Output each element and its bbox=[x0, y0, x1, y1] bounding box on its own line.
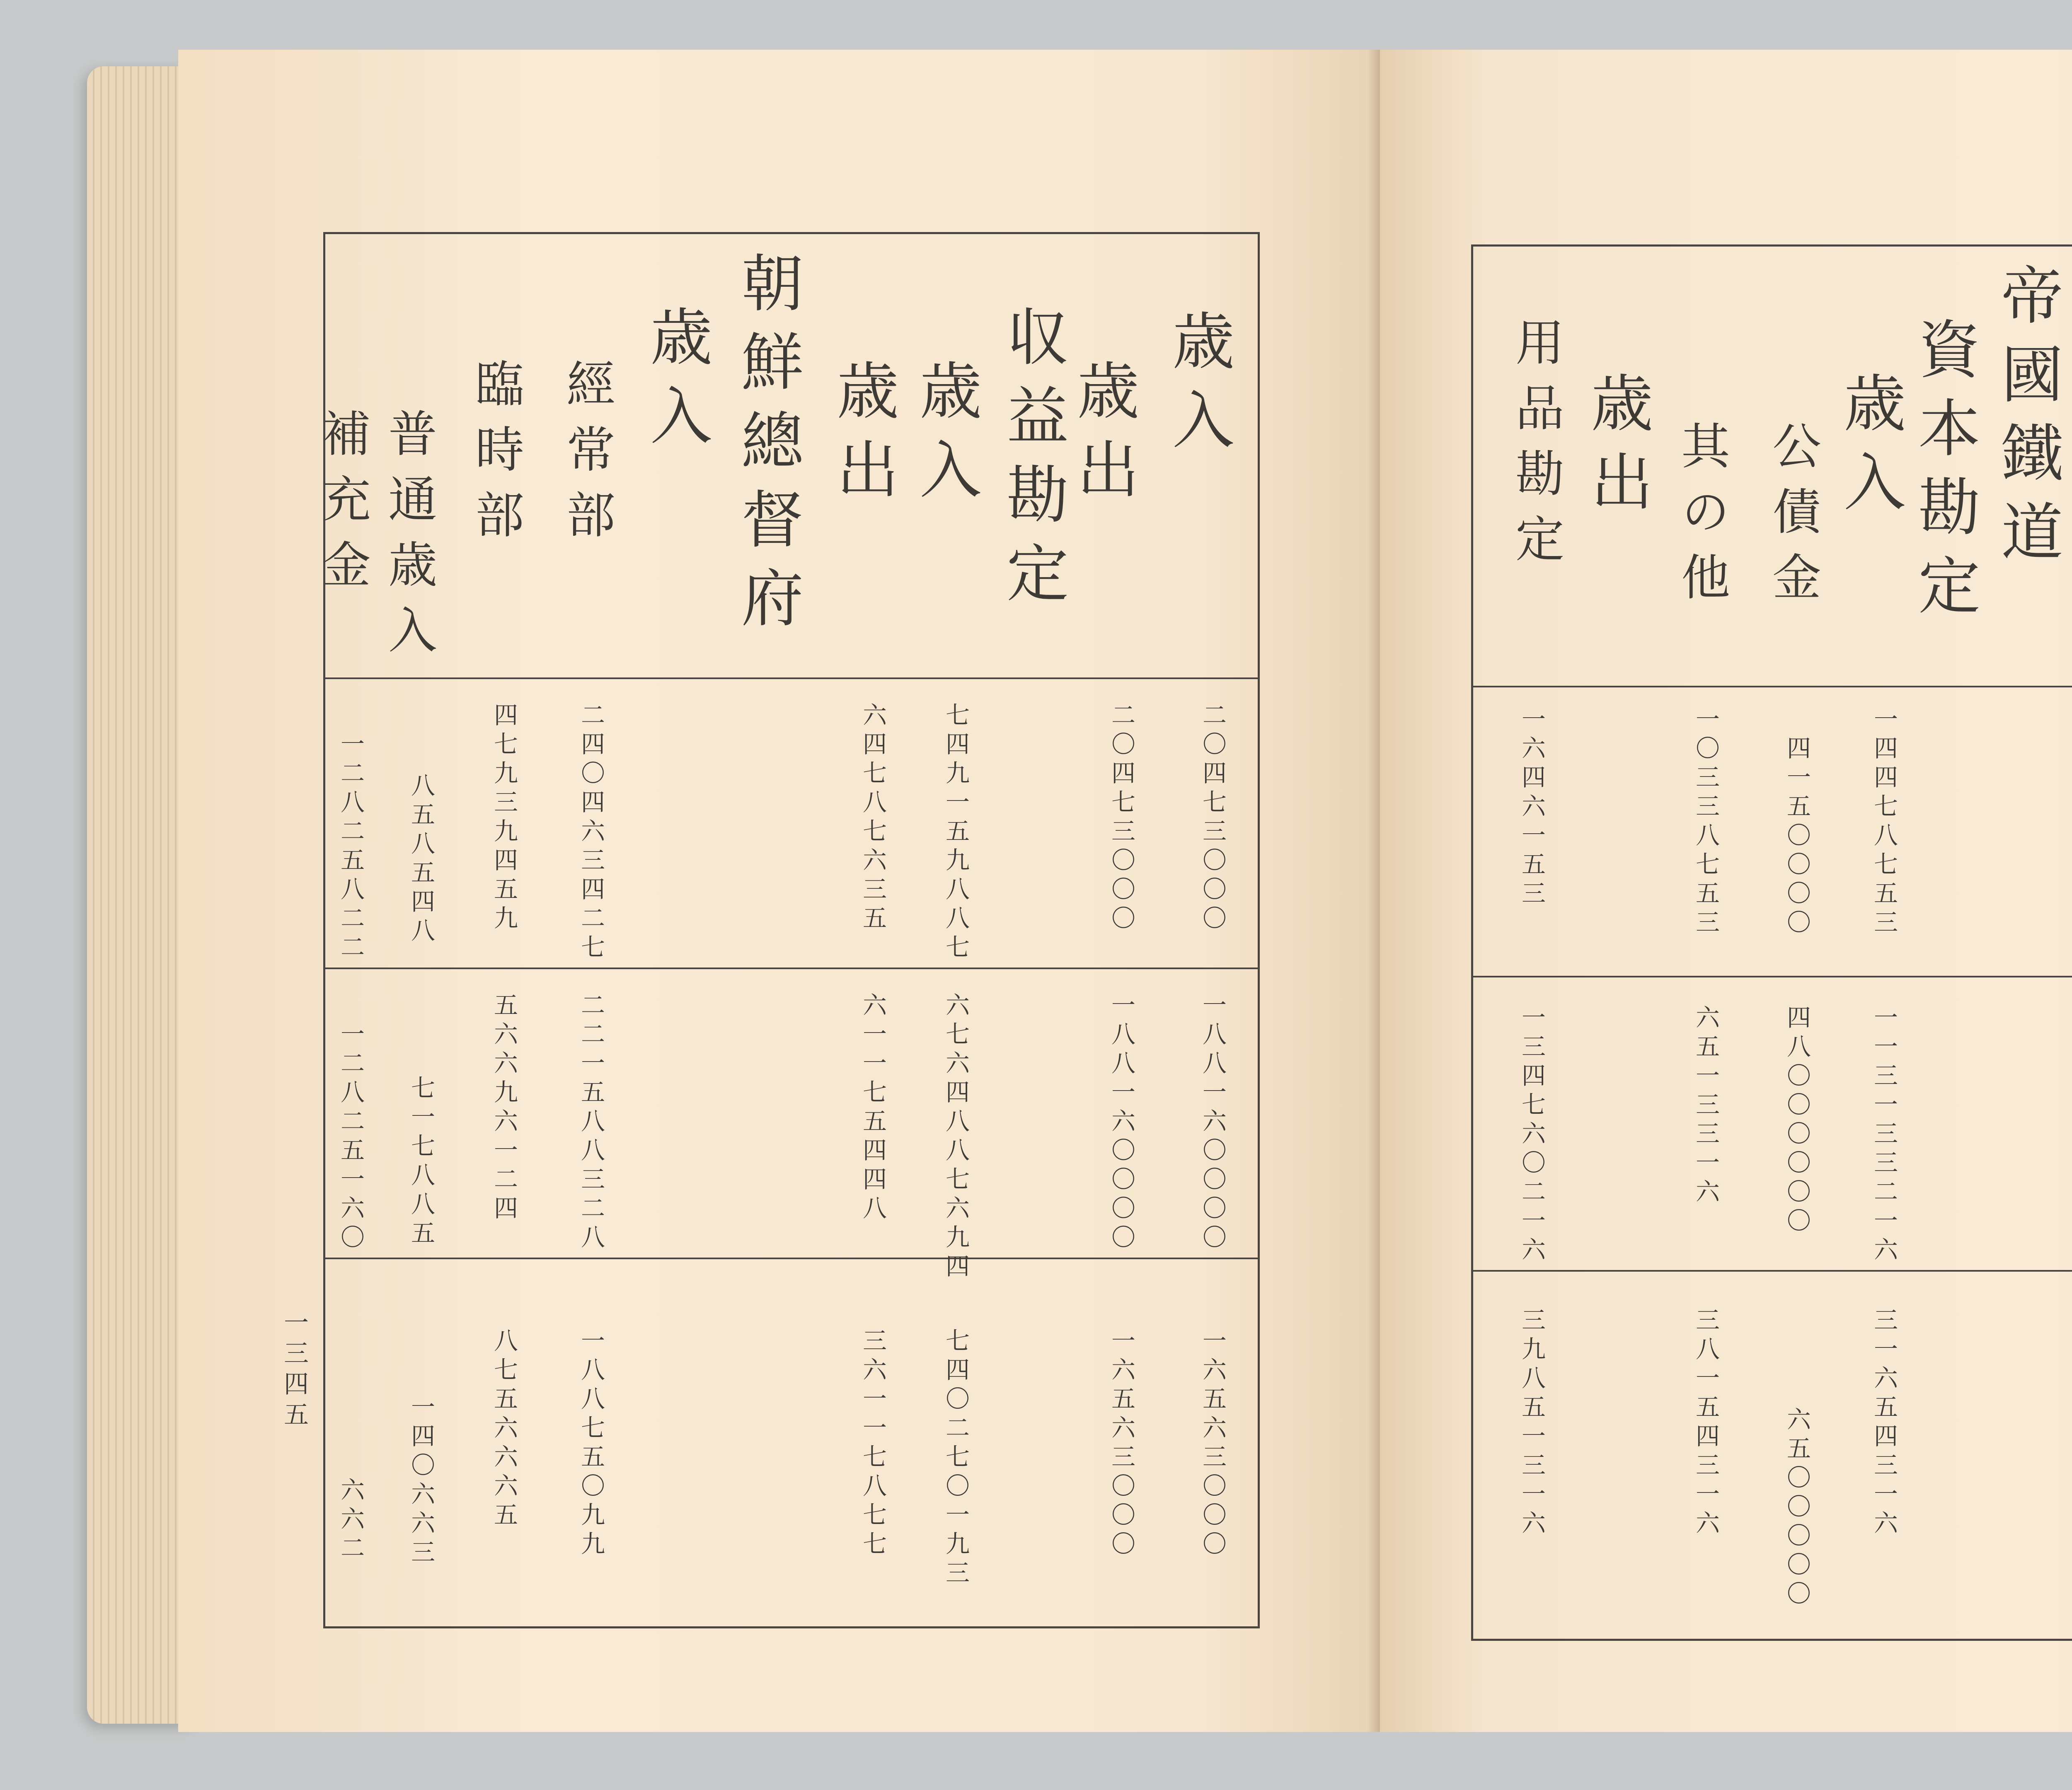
row-divider bbox=[1473, 686, 2072, 687]
value-previous: 六一一七五四四八 bbox=[859, 992, 887, 1224]
page-number: 一三四五 bbox=[280, 1309, 309, 1432]
right-page bbox=[1380, 50, 2072, 1732]
row-label: 普通歳入 bbox=[380, 408, 437, 670]
value-previous: 六七六四八八七六九四 bbox=[942, 992, 970, 1282]
right-table bbox=[1471, 244, 2072, 1641]
value-previous: 一八八一六〇〇〇〇 bbox=[1198, 992, 1227, 1253]
row-divider bbox=[1473, 976, 2072, 977]
value-difference: 六五〇〇〇〇〇 bbox=[1783, 1407, 1811, 1610]
value-previous: 七一七八八五 bbox=[407, 1075, 435, 1249]
row-divider bbox=[325, 968, 1258, 969]
value-previous: 六五一三三一六 bbox=[1692, 1005, 1720, 1208]
value-difference: 六六二 bbox=[336, 1477, 365, 1564]
value-previous: 二二一五八八三二八 bbox=[577, 992, 605, 1253]
row-label: 資本勘定 bbox=[1907, 317, 1980, 632]
row-label: 補充金 bbox=[314, 408, 371, 605]
value-previous: 一二八二五一六〇 bbox=[336, 1021, 365, 1253]
value-current: 一四四七八七五三 bbox=[1870, 706, 1898, 939]
value-difference: 七四〇二七〇一九三 bbox=[942, 1328, 970, 1589]
value-difference: 一六五六三〇〇〇 bbox=[1198, 1328, 1227, 1560]
row-label: 歳入 bbox=[1162, 309, 1234, 466]
value-previous: 一八八一六〇〇〇〇 bbox=[1107, 992, 1135, 1253]
value-current: 二四〇四六三四二七 bbox=[577, 702, 605, 963]
value-difference: 三八一五四三一六 bbox=[1692, 1307, 1720, 1539]
row-label: 歳出 bbox=[1066, 358, 1138, 516]
value-previous: 四八〇〇〇〇〇〇 bbox=[1783, 1005, 1811, 1237]
open-book bbox=[87, 50, 2072, 1732]
row-label: 歳入 bbox=[1833, 371, 1905, 528]
left-table bbox=[314, 232, 1260, 1628]
value-difference: 三一六五四三一六 bbox=[1870, 1307, 1898, 1539]
row-label: 臨時部 bbox=[467, 358, 524, 555]
value-current: 四一五〇〇〇〇 bbox=[1783, 735, 1811, 939]
value-current: 六四七八七六三五 bbox=[859, 702, 887, 934]
row-label: 歳入 bbox=[909, 358, 981, 516]
row-divider bbox=[325, 1258, 1258, 1259]
value-difference: 一六五六三〇〇〇 bbox=[1107, 1328, 1135, 1560]
value-current: 八五八五四八 bbox=[407, 773, 435, 947]
value-previous: 一三四七六〇二一六 bbox=[1518, 1005, 1546, 1266]
row-label: 用品勘定 bbox=[1507, 317, 1564, 579]
value-current: 一〇三三八七五三 bbox=[1692, 706, 1720, 939]
row-label: 公債金 bbox=[1764, 421, 1821, 617]
value-current: 七四九一五九八八七 bbox=[942, 702, 970, 963]
row-label: 帝國鐵道 bbox=[1990, 263, 2062, 578]
value-current: 四七九三九四五九 bbox=[490, 702, 518, 934]
value-difference: 一四〇六六三 bbox=[407, 1394, 435, 1568]
row-label: 収益勘定 bbox=[996, 305, 1068, 619]
value-difference: 三九八五一三一六 bbox=[1518, 1307, 1546, 1539]
value-current: 二〇四七三〇〇〇 bbox=[1198, 702, 1227, 934]
value-current: 一六四六一五三 bbox=[1518, 706, 1546, 910]
row-divider bbox=[325, 677, 1258, 679]
row-label: 其の他 bbox=[1673, 421, 1730, 617]
value-previous: 一一三一三三二一六 bbox=[1870, 1005, 1898, 1266]
row-label: 歳出 bbox=[1580, 371, 1652, 528]
row-divider bbox=[1473, 1270, 2072, 1272]
value-previous: 五六六九六一二四 bbox=[490, 992, 518, 1224]
value-difference: 八七五六六六五 bbox=[490, 1328, 518, 1531]
value-current: 二〇四七三〇〇〇 bbox=[1107, 702, 1135, 934]
row-label: 經常部 bbox=[558, 358, 615, 555]
value-difference: 一八八七五〇九九 bbox=[577, 1328, 605, 1560]
value-difference: 三六一一七八七七 bbox=[859, 1328, 887, 1560]
row-label: 歳入 bbox=[639, 305, 712, 462]
left-page bbox=[178, 50, 1380, 1732]
row-label: 歳出 bbox=[826, 358, 898, 516]
value-current: 一二八二五八二二 bbox=[336, 731, 365, 963]
row-label: 朝鮮總督府 bbox=[731, 251, 803, 644]
